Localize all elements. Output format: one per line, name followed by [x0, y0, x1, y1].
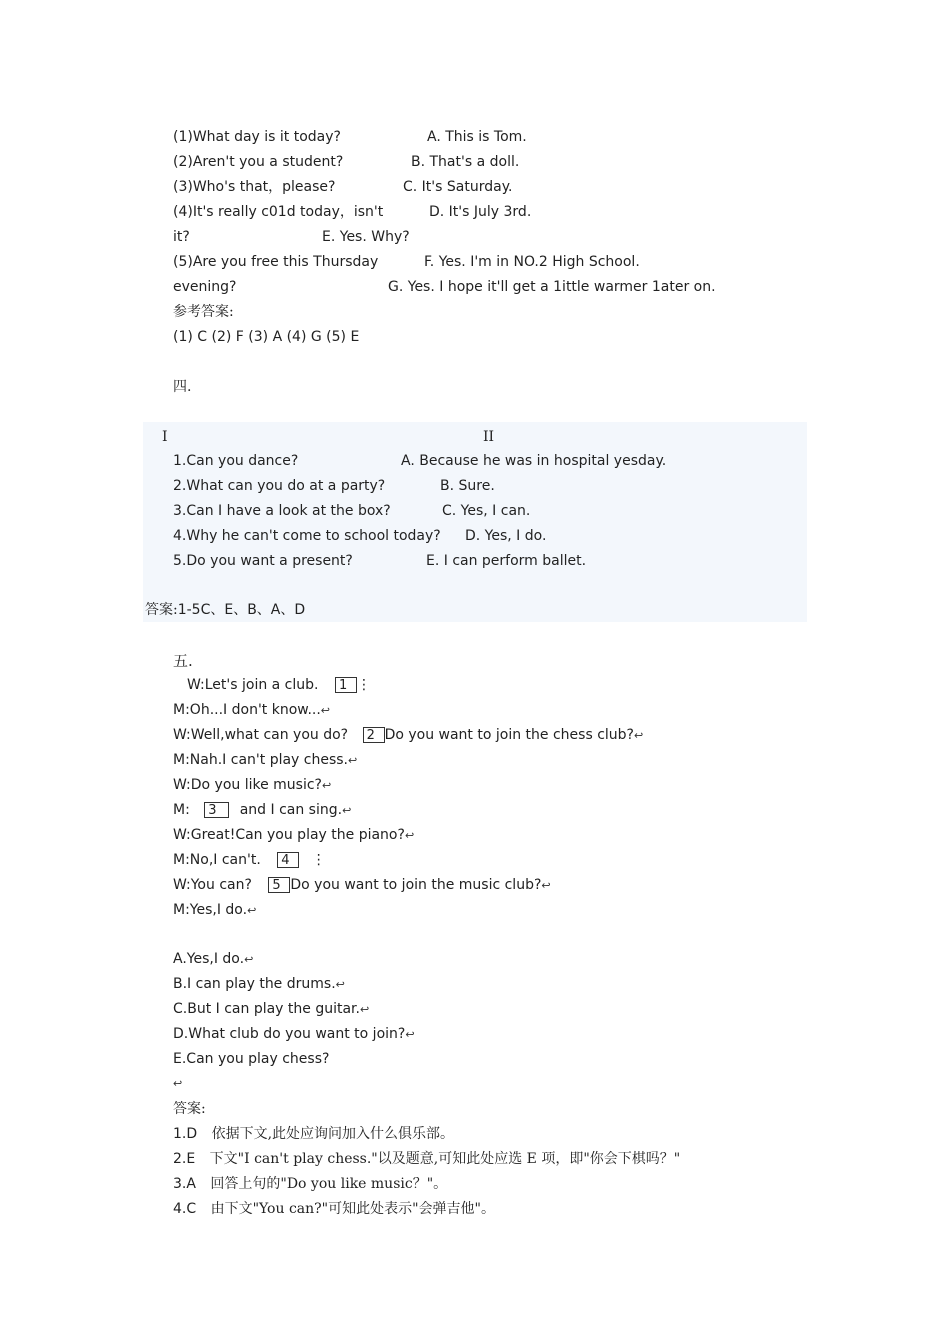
s5-option-b-text: B.I can play the drums. [173, 976, 336, 992]
s5-line-8 [173, 851, 326, 869]
s5-line-7-text: W:Great!Can you play the piano? [173, 827, 405, 843]
return-mark-icon: ↩ [335, 978, 345, 991]
s5-line-10-text: M:Yes,I do. [173, 902, 248, 918]
s4-answer [145, 601, 305, 619]
s4-col1-header: I [162, 429, 168, 445]
s3-a1: A. This is Tom. [427, 129, 527, 145]
s3-answer-text: (1) C (2) F (3) A (4) G (5) E [173, 329, 360, 345]
s5-option-a [173, 950, 253, 969]
s5-line-3-tail: Do you want to join the chess club? [384, 727, 634, 743]
s5-line-7 [173, 826, 414, 845]
return-mark-icon: ↩ [247, 904, 257, 917]
s5-expl-2-num: 2.E [173, 1151, 196, 1167]
s5-expl-4-num: 4.C [173, 1201, 197, 1217]
s4-a2: B. Sure. [440, 478, 495, 494]
s5-option-c [173, 1000, 369, 1019]
s5-line-6-text: M: [173, 802, 190, 818]
s3-a7: G. Yes. I hope it'll get a 1ittle warmer 1ater on. [388, 279, 716, 295]
s5-line-9-text: W:You can? [173, 877, 252, 893]
s3-q3: (3)Who's that，please? [173, 179, 336, 195]
return-mark-icon: ↩ [633, 729, 644, 742]
blank-box-5: 5 [268, 877, 290, 893]
s5-line-6 [173, 801, 351, 820]
s4-q2: 2.What can you do at a party? [173, 478, 386, 494]
s5-line-1-text: W:Let's join a club. [187, 677, 319, 693]
s3-a3: C. It's Saturday. [403, 179, 513, 195]
s5-line-9-tail: Do you want to join the music club? [290, 877, 542, 893]
s5-line-2-text: M:Oh...I don't know... [173, 702, 321, 718]
s5-expl-4-text: 由下文"You can?"可知此处表示"会弹吉他"。 [210, 1201, 495, 1217]
return-mark-icon: ↩ [404, 829, 415, 842]
s5-line-5-text: W:Do you like music? [173, 777, 322, 793]
s4-a1: A. Because he was in hospital yesday. [401, 453, 667, 469]
s4-a3: C. Yes, I can. [442, 503, 531, 519]
s5-line-4 [173, 751, 357, 770]
s5-option-d [173, 1025, 415, 1044]
s5-option-b [173, 975, 345, 994]
s4-q5: 5.Do you want a present? [173, 553, 353, 569]
return-mark-icon: ↩ [320, 704, 331, 717]
s3-a6: F. Yes. I'm in NO.2 High School. [424, 254, 640, 270]
s5-option-a-text: A.Yes,I do. [173, 951, 245, 967]
return-mark-icon: ↩ [348, 754, 358, 767]
blank-box-4: 4 [277, 852, 299, 868]
s5-option-c-text: C.But I can play the guitar. [173, 1001, 360, 1017]
s5-expl-2 [173, 1150, 680, 1168]
s4-answer-text: 1-5C、E、B、A、D [177, 602, 306, 618]
s4-col2-header: II [483, 429, 495, 445]
s3-answer-label: 参考答案: [173, 304, 234, 320]
s5-line-2 [173, 701, 330, 720]
s5-line-8-text: M:No,I can't. [173, 852, 261, 868]
blank-box-2: 2 [363, 727, 385, 743]
s4-heading: 四. [173, 379, 192, 395]
s3-a4: D. It's July 3rd. [429, 204, 532, 220]
s5-line-8-tail: ⋮ [311, 852, 326, 868]
s5-expl-3 [173, 1175, 447, 1193]
s4-answer-label: 答案: [145, 602, 178, 618]
return-mark-icon: ↩ [244, 953, 254, 966]
s5-expl-4 [173, 1200, 495, 1218]
s3-a2: B. That's a doll. [411, 154, 520, 170]
s5-line-10 [173, 901, 256, 920]
return-mark-icon: ↩ [359, 1003, 370, 1016]
s4-q3: 3.Can I have a look at the box? [173, 503, 391, 519]
s3-q2: (2)Aren't you a student? [173, 154, 344, 170]
s5-line-5 [173, 776, 331, 795]
s5-line-3 [173, 726, 643, 745]
return-mark-icon: ↩ [541, 879, 551, 892]
blank-box-1: 1 [335, 677, 357, 693]
return-mark-icon: ↩ [342, 804, 352, 817]
s5-expl-3-text: 回答上句的"Do you like music？"。 [210, 1176, 448, 1192]
return-mark-icon: ↩ [173, 1077, 183, 1090]
s5-line-1 [187, 676, 371, 694]
s3-q5-cont: evening? [173, 279, 237, 295]
s5-option-d-text: D.What club do you want to join? [173, 1026, 406, 1042]
s3-q4: (4)It's really c01d today，isn't [173, 204, 384, 220]
s5-line-4-text: M:Nah.I can't play chess. [173, 752, 348, 768]
blank-box-3: 3 [204, 802, 229, 818]
s5-line-1-tail: ⋮ [356, 677, 371, 693]
s5-answer-label: 答案: [173, 1101, 206, 1117]
s3-q4-cont: it? [173, 229, 190, 245]
s5-expl-1-text: 依据下文,此处应询问加入什么俱乐部。 [211, 1126, 455, 1142]
s3-a5: E. Yes. Why? [322, 229, 410, 245]
s4-q1: 1.Can you dance? [173, 453, 299, 469]
s5-expl-1 [173, 1125, 454, 1143]
s3-q5: (5)Are you free this Thursday [173, 254, 379, 270]
return-mark-icon: ↩ [405, 1028, 415, 1041]
s3-q1: (1)What day is it today? [173, 129, 341, 145]
s4-q4: 4.Why he can't come to school today? [173, 528, 441, 544]
s5-heading: 五. [173, 652, 193, 670]
s5-expl-2-text: 下文"I can't play chess."以及题意,可知此处应选 E 项，即"你会下棋吗？" [209, 1151, 681, 1167]
s5-option-e: E.Can you play chess? [173, 1051, 330, 1067]
s4-a4: D. Yes, I do. [465, 528, 547, 544]
s5-line-3-text: W:Well,what can you do? [173, 727, 349, 743]
s5-expl-1-num: 1.D [173, 1126, 198, 1142]
s5-line-9 [173, 876, 551, 895]
s5-line-6-tail: and I can sing. [239, 802, 343, 818]
s4-a5: E. I can perform ballet. [426, 553, 587, 569]
s5-expl-3-num: 3.A [173, 1176, 196, 1192]
return-mark-icon: ↩ [321, 779, 332, 792]
